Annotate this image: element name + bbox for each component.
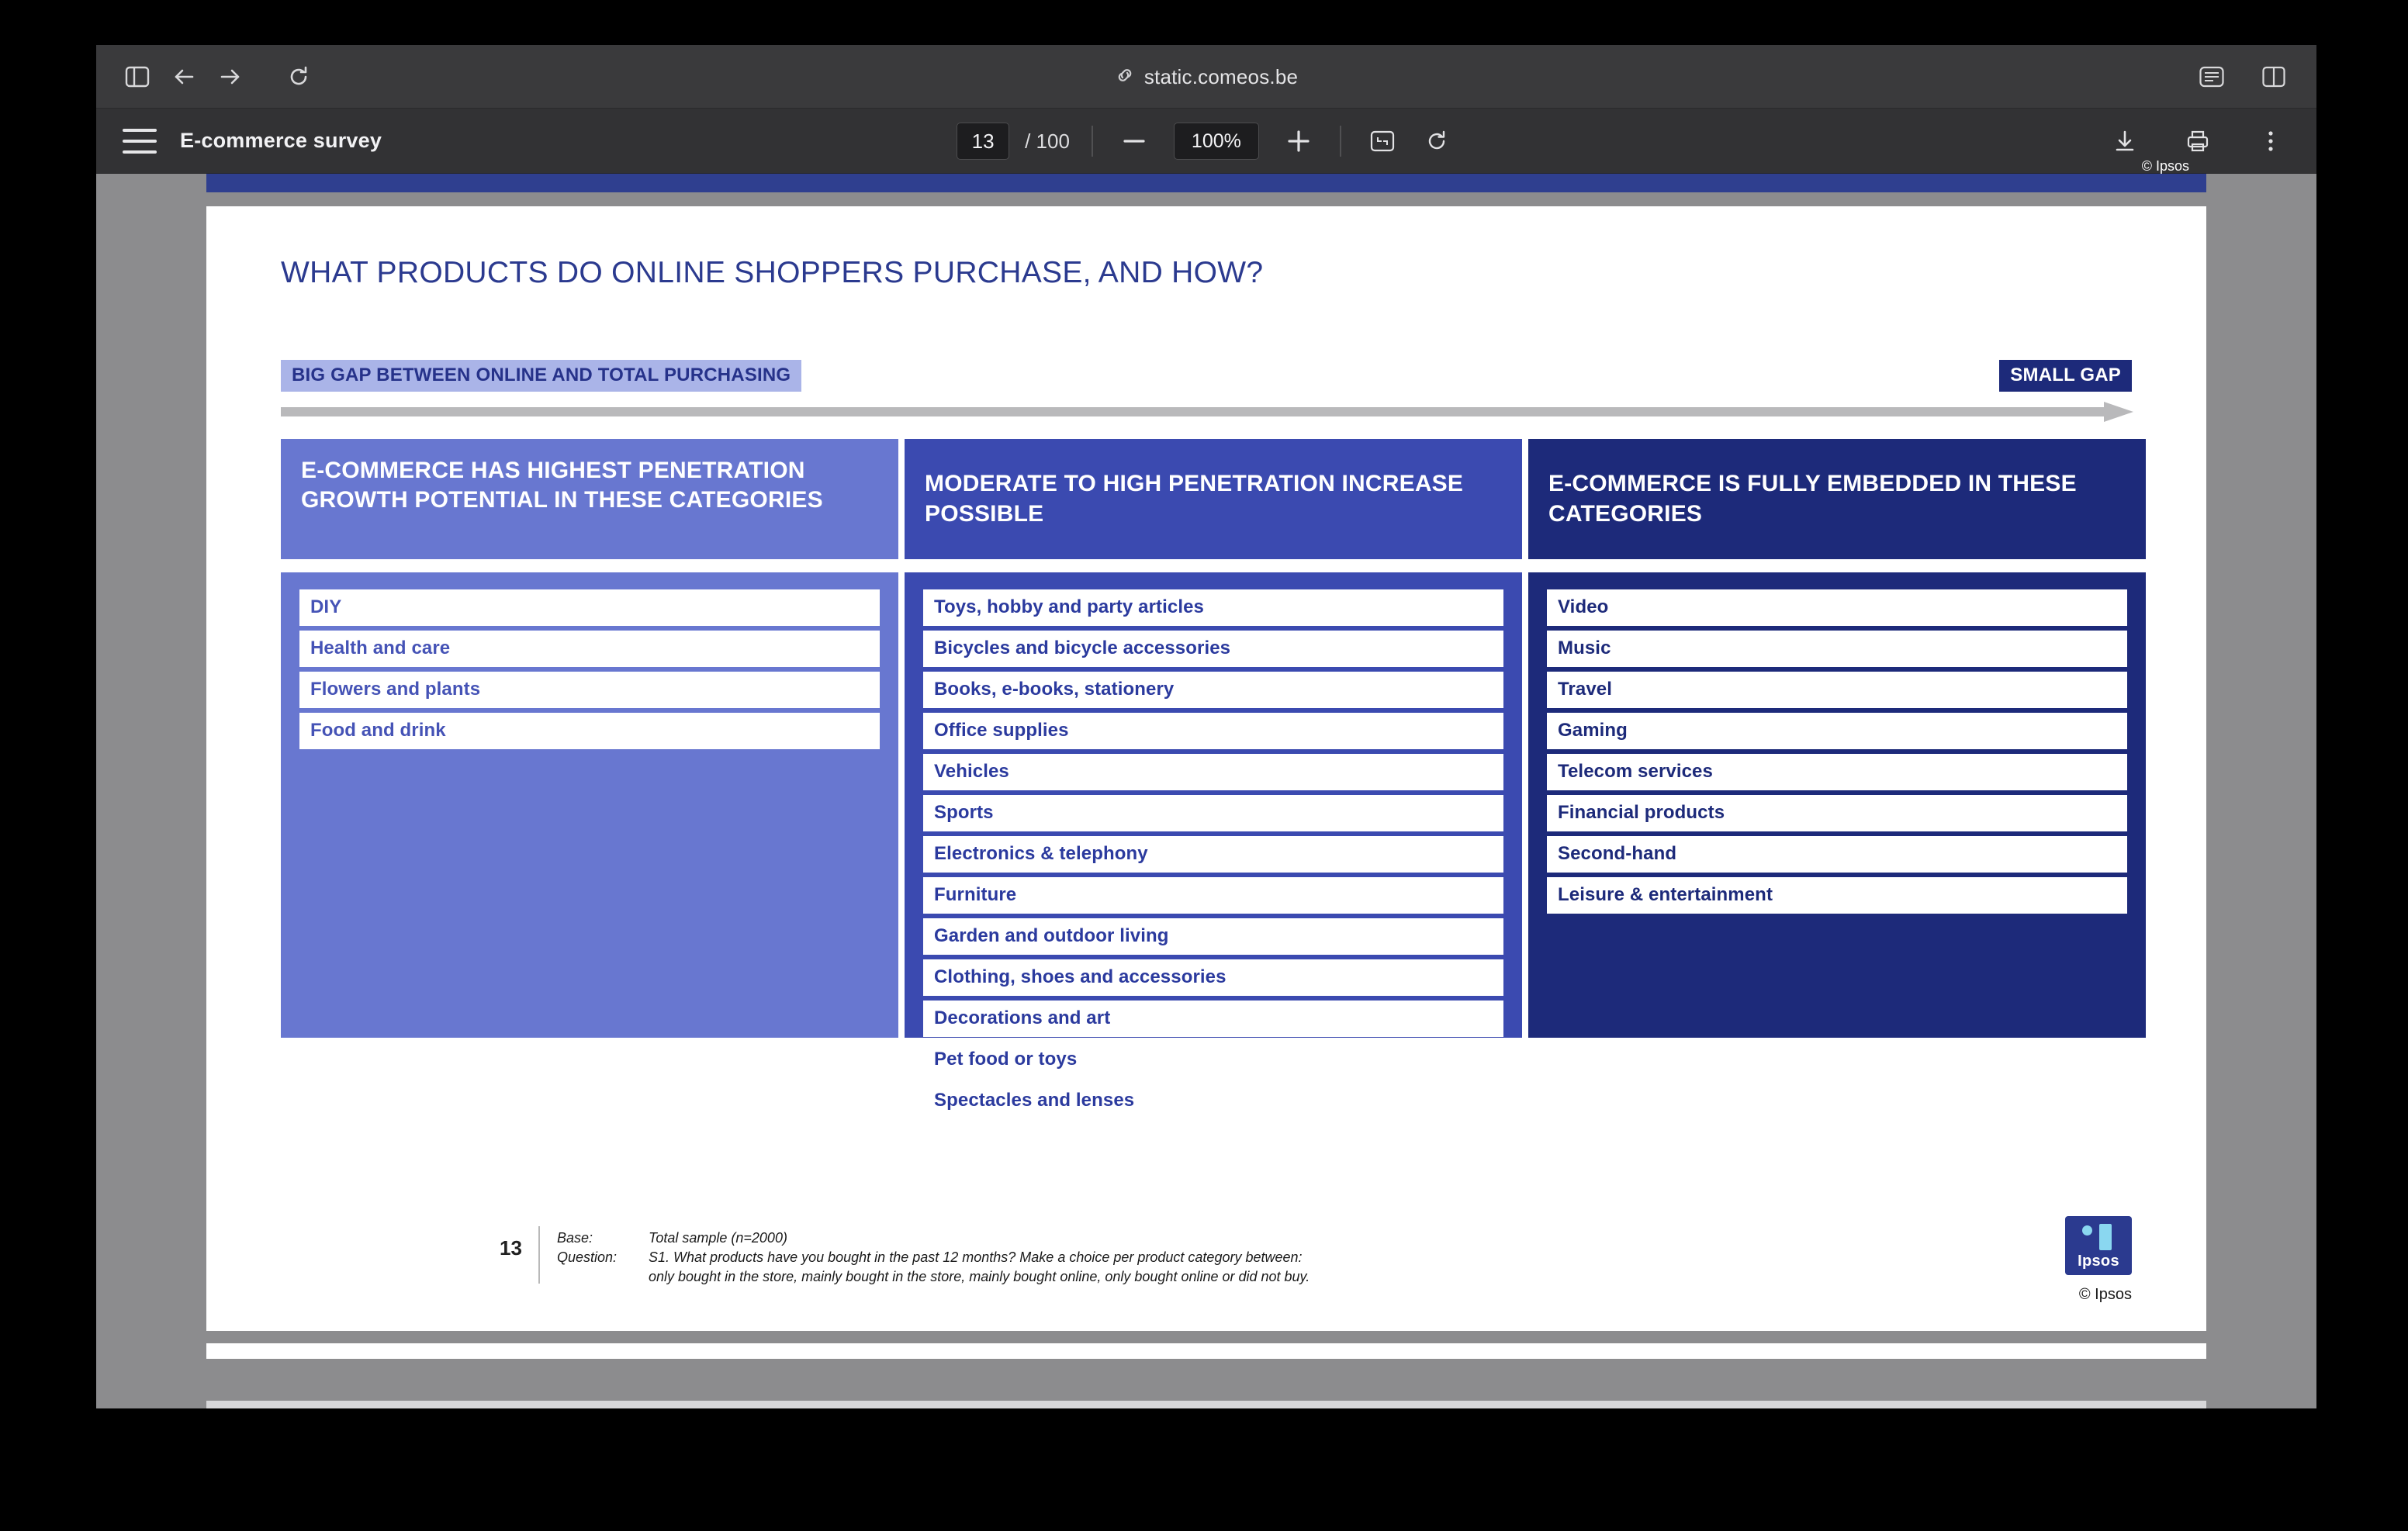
footer-base-value: Total sample (n=2000) (649, 1230, 787, 1246)
list-item: Toys, hobby and party articles (923, 589, 1503, 626)
footer-base-label: Base: (557, 1230, 593, 1246)
list-item: Health and care (299, 631, 880, 667)
column-1-items (281, 572, 898, 749)
list-item: Leisure & entertainment (1547, 877, 2127, 914)
rotate-icon[interactable] (1417, 122, 1456, 161)
column-3-items (1528, 572, 2146, 914)
list-item: Travel (1547, 672, 2127, 708)
list-item: Gaming (1547, 713, 2127, 749)
browser-titlebar (96, 45, 2316, 109)
list-item: Office supplies (923, 713, 1503, 749)
tab-overview-icon[interactable] (2254, 57, 2293, 96)
toolbar-divider (1092, 126, 1093, 157)
page-title: WHAT PRODUCTS DO ONLINE SHOPPERS PURCHASE, AND HOW? (281, 256, 1264, 289)
zoom-out-button[interactable] (1115, 122, 1154, 161)
column-header-3: E-COMMERCE IS FULLY EMBEDDED IN THESE CATEGORIES (1528, 439, 2146, 559)
horizontal-scrollbar[interactable] (206, 1401, 2206, 1408)
toolbar-divider-2 (1340, 126, 1341, 157)
footer-question-label: Question: (557, 1249, 618, 1265)
link-icon (1115, 65, 1135, 89)
titlebar-nav-group (96, 57, 318, 96)
list-item: Food and drink (299, 713, 880, 749)
list-item: Financial products (1547, 795, 2127, 831)
column-panel-2 (905, 572, 1522, 1111)
list-item: Books, e-books, stationery (923, 672, 1503, 708)
footer-question-row (557, 1248, 1310, 1267)
pdf-viewer[interactable] (96, 158, 2316, 1408)
list-item: Pet food or toys (923, 1042, 1503, 1078)
zoom-level-input[interactable]: 100% (1174, 123, 1259, 160)
ipsos-logo (2065, 1216, 2132, 1275)
list-item: Decorations and art (923, 1001, 1503, 1037)
reader-view-icon[interactable] (2192, 57, 2231, 96)
list-item: DIY (299, 589, 880, 626)
url-text: static.comeos.be (1143, 64, 1299, 88)
page-total-label: / 100 (1025, 129, 1070, 153)
reload-icon[interactable] (279, 57, 318, 96)
ipsos-copyright: © Ipsos (2078, 1286, 2132, 1303)
page-number-input[interactable]: 13 (957, 123, 1009, 160)
previous-page-copyright: © Ipsos (2141, 158, 2189, 174)
footer-base-row (557, 1229, 1310, 1248)
list-item: Sports (923, 795, 1503, 831)
next-page-sliver (206, 1343, 2206, 1359)
footer-question-line1: S1. What products have you bought in the past 12 months? Make a choice per product category between: (649, 1249, 1303, 1265)
browser-window (96, 45, 2316, 1408)
previous-page-sliver (206, 158, 2206, 192)
list-item: Music (1547, 631, 2127, 667)
titlebar-actions (2192, 45, 2293, 109)
list-item: Flowers and plants (299, 672, 880, 708)
list-item: Electronics & telephony (923, 836, 1503, 873)
gap-label-left: BIG GAP BETWEEN ONLINE AND TOTAL PURCHASING (281, 360, 801, 392)
column-2-items (905, 572, 1522, 1119)
logo-text: Ipsos (2078, 1253, 2119, 1270)
fit-page-icon[interactable] (1363, 122, 1402, 161)
column-panel-3 (1528, 572, 2146, 1038)
gap-label-right: SMALL GAP (1999, 360, 2132, 392)
column-header-1: E-COMMERCE HAS HIGHEST PENETRATION GROWTH POTENTIAL IN THESE CATEGORIES (281, 439, 898, 559)
footer-spacer (557, 1267, 649, 1287)
download-icon[interactable] (2105, 122, 2144, 161)
zoom-in-button[interactable] (1279, 122, 1318, 161)
back-arrow-icon[interactable] (164, 57, 203, 96)
address-bar[interactable] (96, 45, 2316, 109)
pdf-toolbar (96, 109, 2316, 174)
list-item: Telecom services (1547, 754, 2127, 790)
pdf-toolbar-right (2105, 109, 2290, 174)
footer-divider (538, 1226, 540, 1284)
list-item: Garden and outdoor living (923, 918, 1503, 955)
sidebar-toggle-icon[interactable] (118, 57, 157, 96)
list-item: Second-hand (1547, 836, 2127, 873)
logo-bar (2099, 1224, 2112, 1250)
footer-question-line2: only bought in the store, mainly bought in the store, mainly bought online, only bought online or did not buy. (649, 1268, 1310, 1284)
column-panel-1 (281, 572, 898, 1038)
forward-arrow-icon[interactable] (211, 57, 250, 96)
list-item: Video (1547, 589, 2127, 626)
footer-notes (557, 1229, 1310, 1286)
list-item: Spectacles and lenses (923, 1083, 1503, 1119)
slide-page-number: 13 (500, 1236, 522, 1260)
gradient-arrow (281, 400, 2133, 423)
print-icon[interactable] (2178, 122, 2217, 161)
pdf-page-13 (206, 206, 2206, 1331)
pdf-toolbar-center (96, 109, 2316, 174)
list-item: Bicycles and bicycle accessories (923, 631, 1503, 667)
footer-question-row-2 (557, 1267, 1310, 1287)
logo-dot (2082, 1225, 2092, 1236)
more-options-icon[interactable] (2251, 122, 2290, 161)
list-item: Vehicles (923, 754, 1503, 790)
list-item: Clothing, shoes and accessories (923, 959, 1503, 996)
column-header-2: MODERATE TO HIGH PENETRATION INCREASE POSSIBLE (905, 439, 1522, 559)
document-title: E-commerce survey (180, 129, 382, 152)
list-item: Furniture (923, 877, 1503, 914)
